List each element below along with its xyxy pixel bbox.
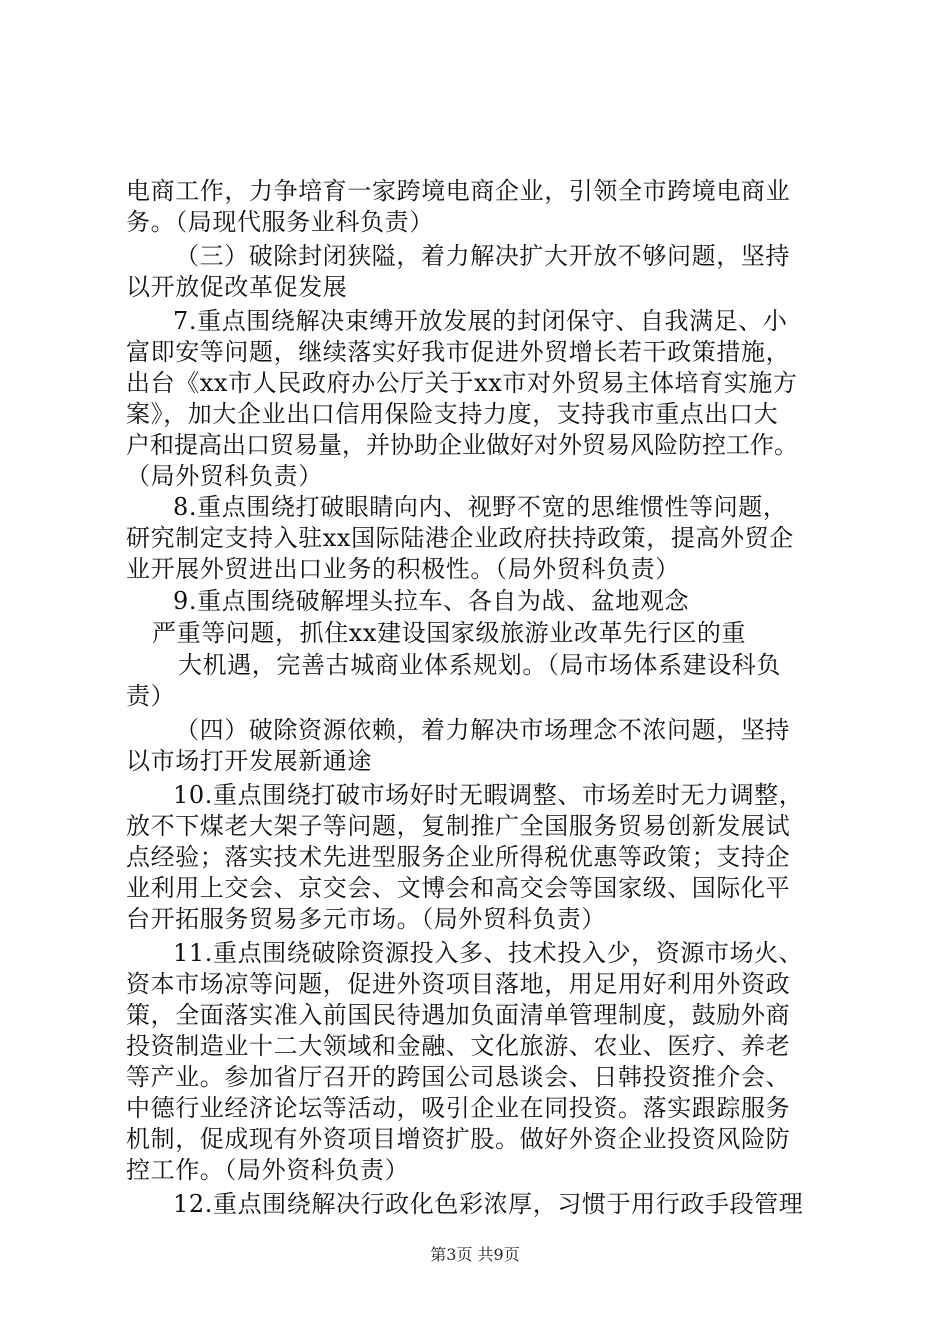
- text-line: （局外贸科负责）: [126, 462, 323, 490]
- text-line: 富即安等问题，继续落实好我市促进外贸增长若干政策措施，: [126, 338, 791, 366]
- text-line: 责）: [126, 682, 176, 710]
- text-line: 点经验；落实技术先进型服务企业所得税优惠等政策；支持企: [126, 843, 791, 871]
- text-line: 机制，促成现有外资项目增资扩股。做好外资企业投资风险防: [126, 1125, 791, 1153]
- text-line: 严重等问题，抓住xx建设国家级旅游业改革先行区的重: [152, 619, 747, 647]
- page-number-footer: 第3页 共9页: [430, 1245, 520, 1264]
- text-line: 控工作。（局外资科负责）: [126, 1156, 410, 1184]
- text-line: 大机遇，完善古城商业体系规划。（局市场体系建设科负: [178, 651, 781, 679]
- text-line: 策，全面落实准入前国民待遇加负面清单管理制度，鼓励外商: [126, 1001, 791, 1029]
- text-line: 12.重点围绕解决行政化色彩浓厚，习惯于用行政手段管理: [173, 1190, 804, 1218]
- text-line: 出台《xx市人民政府办公厅关于xx市对外贸易主体培育实施方: [126, 369, 798, 397]
- section-heading: 以开放促改革促发展: [126, 273, 348, 301]
- text-line: 户和提高出口贸易量，并协助企业做好对外贸易风险防控工作。: [126, 431, 798, 459]
- text-line: 9.重点围绕破解埋头拉车、各自为战、盆地观念: [173, 587, 690, 615]
- section-heading: （四）破除资源依赖，着力解决市场理念不浓问题，坚持: [175, 716, 790, 744]
- text-line: 务。（局现代服务业科负责）: [126, 208, 434, 236]
- text-line: 案》，加大企业出口信用保险支持力度，支持我市重点出口大: [126, 400, 779, 428]
- text-line: 11.重点围绕破除资源投入多、技术投入少，资源市场火、: [173, 939, 804, 967]
- text-line: 业开展外贸进出口业务的积极性。（局外贸科负责）: [126, 555, 680, 583]
- text-line: 业利用上交会、京交会、文博会和高交会等国家级、国际化平: [126, 874, 791, 902]
- text-line: 等产业。参加省厅召开的跨国公司恳谈会、日韩投资推介会、: [126, 1063, 791, 1091]
- text-line: 研究制定支持入驻xx国际陆港企业政府扶持政策，提高外贸企: [126, 524, 794, 552]
- section-heading: （三）破除封闭狭隘，着力解决扩大开放不够问题，坚持: [175, 242, 790, 270]
- text-line: 7.重点围绕解决束缚开放发展的封闭保守、自我满足、小: [173, 307, 788, 335]
- text-line: 投资制造业十二大领域和金融、文化旅游、农业、医疗、养老: [126, 1032, 791, 1060]
- text-line: 台开拓服务贸易多元市场。（局外贸科负责）: [126, 905, 606, 933]
- text-line: 资本市场凉等问题，促进外资项目落地，用足用好利用外资政: [126, 970, 791, 998]
- text-line: 10.重点围绕打破市场好时无暇调整、市场差时无力调整，: [173, 781, 804, 809]
- text-line: 放不下煤老大架子等问题，复制推广全国服务贸易创新发展试: [126, 812, 791, 840]
- text-line: 电商工作，力争培育一家跨境电商企业，引领全市跨境电商业: [126, 177, 791, 205]
- text-line: 中德行业经济论坛等活动，吸引企业在同投资。落实跟踪服务: [126, 1094, 791, 1122]
- section-heading: 以市场打开发展新通途: [126, 747, 372, 775]
- text-line: 8.重点围绕打破眼睛向内、视野不宽的思维惯性等问题，: [173, 493, 788, 521]
